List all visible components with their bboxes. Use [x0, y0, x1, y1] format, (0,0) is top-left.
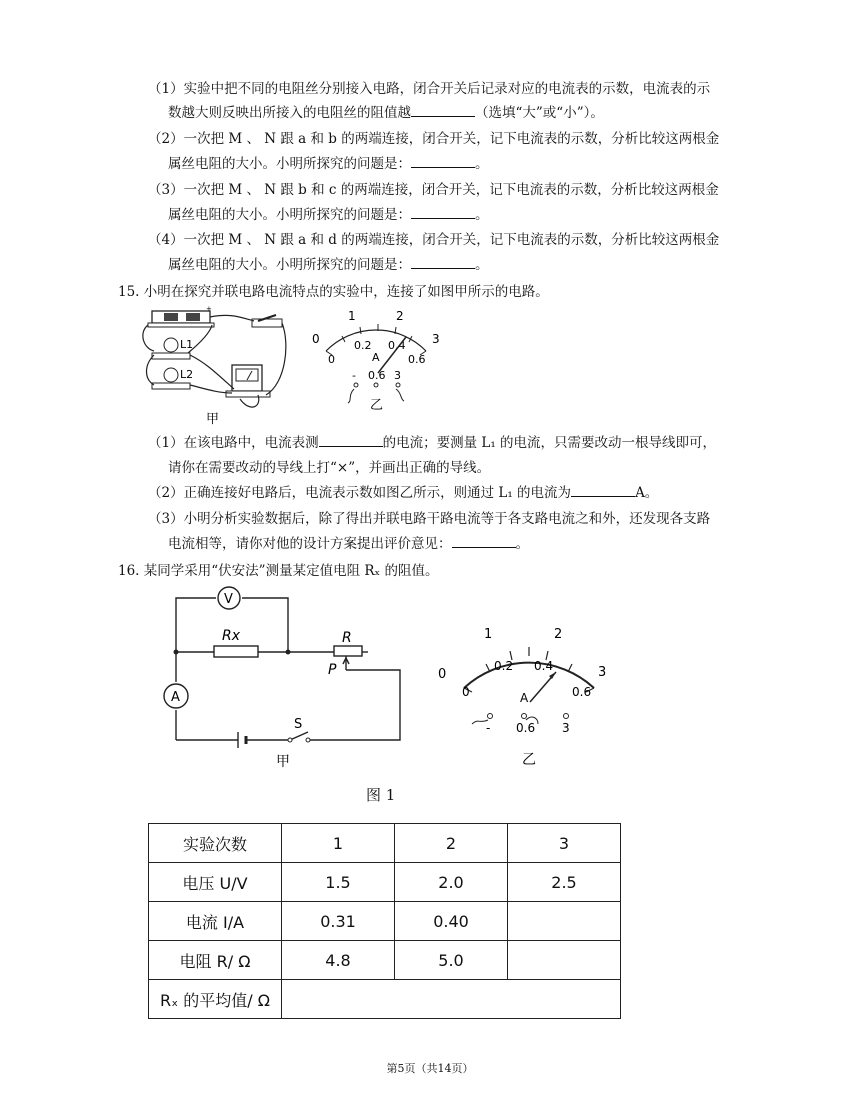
table-row-average — [149, 980, 621, 1019]
switch-label: S — [294, 717, 303, 732]
answer-blank[interactable] — [411, 206, 475, 219]
q16-meter-yi — [434, 620, 614, 770]
figure-caption: 图 1 — [366, 786, 396, 804]
q14-part1-text: 数越大则反映出所接入的电阻丝的阻值越 — [168, 105, 411, 121]
figure-label-jia: 甲 — [206, 412, 220, 427]
q15-figure-yi — [308, 305, 448, 427]
q16-circuit-jia — [160, 582, 410, 772]
figure-label-yi: 乙 — [522, 752, 536, 768]
table-header-cell: 1 — [282, 824, 395, 863]
meter-bottom-0: 0 — [328, 353, 335, 366]
rx-label: Rx — [222, 628, 241, 644]
q14-part4-line1: （4）一次把 M 、 N 跟 a 和 d 的两端连接，闭合开关，记下电流表的示数，分析比较这两根金 — [148, 232, 720, 248]
q15-part2 — [148, 484, 658, 502]
table-cell: 1.5 — [282, 863, 395, 902]
terminal-3: 3 — [394, 369, 401, 382]
q14-part3-text: 属丝电阻的大小。小明所探究的问题是： — [168, 207, 411, 223]
meter-bottom-1: 0.2 — [354, 339, 372, 352]
meter-unit: A — [520, 691, 529, 705]
q14-part1-line2 — [168, 104, 604, 122]
table-cell: 电阻 R/ Ω — [149, 941, 282, 980]
terminal-neg: - — [486, 721, 491, 735]
terminal-06: 0.6 — [368, 369, 386, 382]
meter-top-0: 0 — [312, 332, 320, 346]
answer-blank[interactable] — [452, 535, 516, 548]
q14-part4-text: 属丝电阻的大小。小明所探究的问题是： — [168, 257, 411, 273]
meter-bottom-1: 0.2 — [494, 659, 514, 673]
answer-blank[interactable] — [411, 256, 475, 269]
table-cell: 2.5 — [508, 863, 621, 902]
ammeter-label: A — [171, 690, 180, 705]
q15-figure-jia — [140, 303, 290, 427]
q15-part1-line1 — [148, 434, 716, 452]
r-label: R — [342, 630, 352, 646]
q14-part3-line1: （3）一次把 M 、 N 跟 b 和 c 的两端连接，闭合开关，记下电流表的示数，分析比较这两根金 — [148, 182, 719, 198]
svg-text:+: + — [206, 305, 212, 313]
table-cell-empty[interactable] — [508, 941, 621, 980]
table-header-cell: 3 — [508, 824, 621, 863]
q14-part4-line2 — [168, 256, 489, 274]
meter-bottom-2: 0.4 — [534, 659, 554, 673]
meter-bottom-3: 0.6 — [408, 353, 426, 366]
q14-part3-tail: 。 — [475, 207, 489, 223]
meter-top-1: 1 — [484, 627, 493, 642]
lamp-l1-label: L1 — [180, 338, 194, 351]
q15-part3-text: 电流相等，请你对他的设计方案提出评价意见： — [168, 536, 452, 552]
figure-label-jia: 甲 — [276, 754, 290, 770]
table-cell: 电压 U/V — [149, 863, 282, 902]
q15-part1-tail: 的电流；要测量 L₁ 的电流，只需要改动一根导线即可， — [382, 435, 717, 451]
meter-bottom-3: 0.6 — [572, 685, 592, 699]
q15-part1-text: （1）在该电路中，电流表测 — [148, 435, 319, 451]
table-header-cell: 2 — [395, 824, 508, 863]
q15-part2-text: （2）正确连接好电路后，电流表示数如图乙所示，则通过 L₁ 的电流为 — [148, 485, 572, 501]
q14-part2-tail: 。 — [475, 156, 489, 172]
meter-top-1: 1 — [348, 309, 356, 323]
q14-part1-line1: （1）实验中把不同的电阻丝分别接入电路，闭合开关后记录对应的电流表的示数，电流表的示 — [148, 81, 711, 97]
q15-part3-tail: 。 — [515, 536, 529, 552]
data-table — [148, 823, 621, 1019]
meter-top-2: 2 — [396, 309, 404, 323]
table-cell: 5.0 — [395, 941, 508, 980]
table-cell-empty[interactable] — [508, 902, 621, 941]
q14-part3-line2 — [168, 206, 489, 224]
meter-top-3: 3 — [432, 332, 440, 346]
meter-unit: A — [372, 351, 380, 364]
table-row — [149, 941, 621, 980]
q14-part2-line1: （2）一次把 M 、 N 跟 a 和 b 的两端连接，闭合开关，记下电流表的示数，分析比较这两根金 — [148, 131, 720, 147]
meter-bottom-0: 0 — [462, 685, 470, 699]
voltmeter-label: V — [224, 592, 233, 607]
answer-blank[interactable] — [411, 155, 475, 168]
meter-top-0: 0 — [438, 667, 447, 682]
q14-part1-tail: （选填“大”或“小”）。 — [475, 105, 604, 121]
avg-value-cell[interactable] — [282, 980, 621, 1019]
answer-blank[interactable] — [571, 484, 635, 497]
table-row — [149, 902, 621, 941]
answer-blank[interactable] — [411, 104, 475, 117]
table-cell: 2.0 — [395, 863, 508, 902]
terminal-neg: - — [352, 369, 356, 382]
q14-part2-text: 属丝电阻的大小。小明所探究的问题是： — [168, 156, 411, 172]
q14-part4-tail: 。 — [475, 257, 489, 273]
figure-label-yi: 乙 — [370, 398, 384, 413]
meter-bottom-2: 0.4 — [388, 339, 406, 352]
terminal-06: 0.6 — [516, 721, 536, 735]
meter-top-2: 2 — [554, 627, 563, 642]
table-cell: 电流 I/A — [149, 902, 282, 941]
q15-part3-line2 — [168, 535, 529, 553]
answer-blank[interactable] — [319, 434, 383, 447]
page-footer: 第5页（共14页） — [386, 1062, 474, 1075]
q15-part1-line2: 请你在需要改动的导线上打“×”，并画出正确的导线。 — [168, 460, 491, 476]
meter-top-3: 3 — [598, 665, 607, 680]
table-header-cell: 实验次数 — [149, 824, 282, 863]
table-header-row — [149, 824, 621, 863]
terminal-3: 3 — [562, 721, 570, 735]
q15-stem: 15. 小明在探究并联电路电流特点的实验中，连接了如图甲所示的电路。 — [118, 284, 549, 300]
q15-part2-tail: A。 — [635, 485, 659, 501]
table-cell: 0.40 — [395, 902, 508, 941]
p-label: P — [328, 662, 337, 678]
q14-part2-line2 — [168, 155, 489, 173]
q16-stem: 16. 某同学采用“伏安法”测量某定值电阻 Rₓ 的阻值。 — [118, 563, 439, 579]
table-row — [149, 863, 621, 902]
table-cell: 0.31 — [282, 902, 395, 941]
avg-label-cell: Rₓ 的平均值/ Ω — [149, 980, 282, 1019]
q15-part3-line1: （3）小明分析实验数据后，除了得出并联电路干路电流等于各支路电流之和外，还发现各支路 — [148, 511, 711, 527]
lamp-l2-label: L2 — [180, 368, 194, 381]
table-cell: 4.8 — [282, 941, 395, 980]
